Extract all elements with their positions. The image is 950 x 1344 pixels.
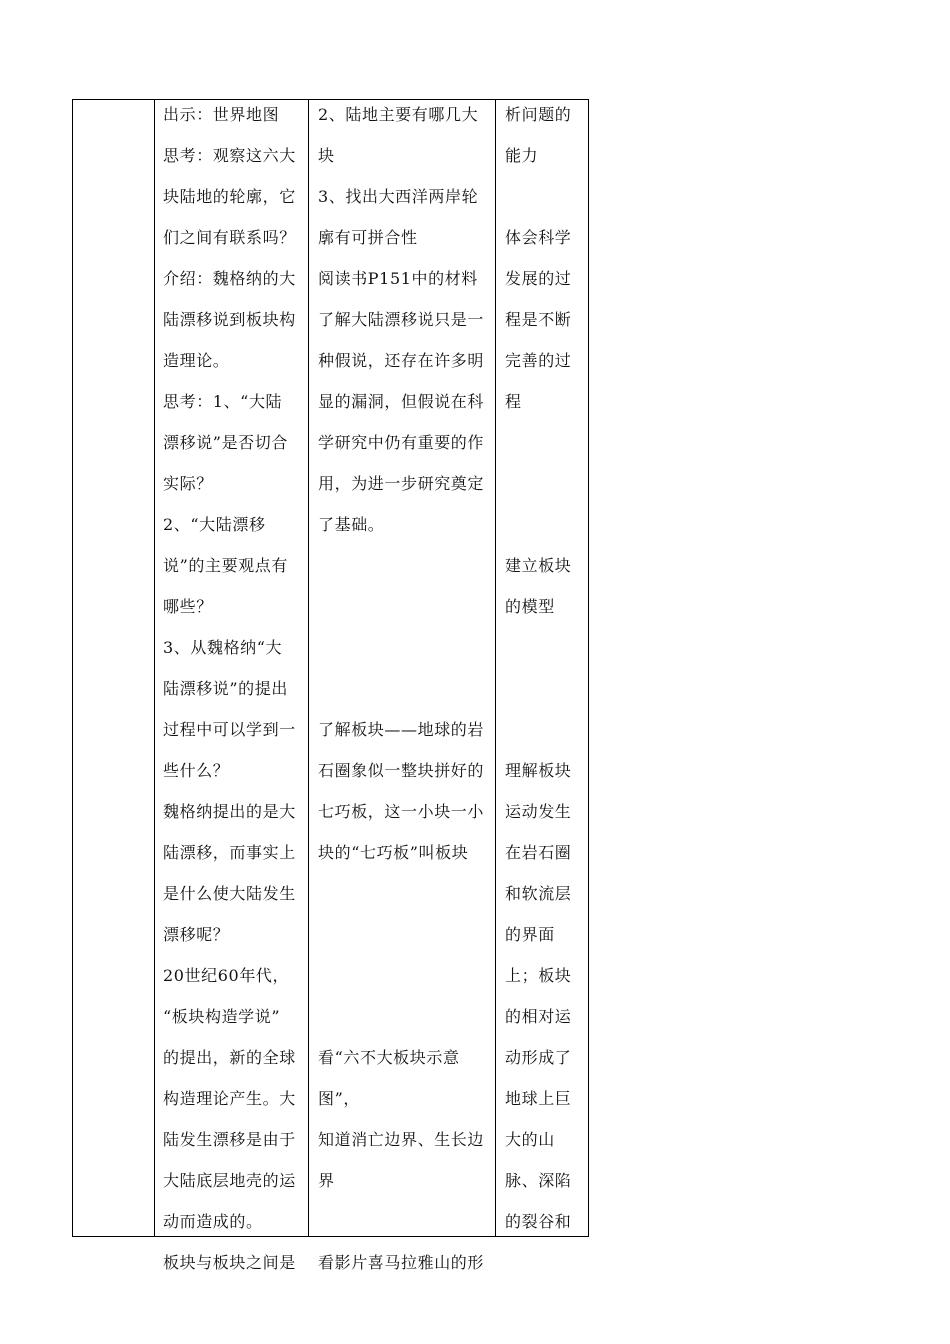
design-intent-column [505, 94, 589, 1242]
text-line: 陆发生漂移是由于 [163, 1130, 296, 1149]
text-line: 理解板块 [505, 761, 572, 780]
text-line: 廓有可拼合性 [318, 228, 418, 247]
text-line: 上；板块 [505, 966, 572, 985]
text-line: 的裂谷和 [505, 1212, 572, 1231]
text-line: 析问题的 [505, 105, 572, 124]
column-divider [154, 100, 155, 1236]
text-line: 实际？ [163, 474, 213, 493]
blank-line [318, 545, 493, 586]
lesson-plan-table [72, 99, 589, 1272]
text-line: 大的山 [505, 1130, 555, 1149]
text-line: 思考：1、“大陆 [163, 392, 283, 411]
text-line: “板块构造学说” [163, 1007, 281, 1026]
text-line: 块陆地的轮廓，它 [163, 187, 296, 206]
text-line: 了解板块——地球的岩 [318, 720, 485, 739]
text-line: 大陆底层地壳的运 [163, 1171, 296, 1190]
text-line: 了基础。 [318, 515, 385, 534]
text-line: 和软流层 [505, 884, 572, 903]
text-line: 陆漂移说到板块构 [163, 310, 296, 329]
blank-line [505, 422, 589, 463]
text-line: 脉、深陷 [505, 1171, 572, 1190]
text-line: 是什么使大陆发生 [163, 884, 296, 903]
text-line: 介绍：魏格纳的大 [163, 269, 296, 288]
text-line: 构造理论产生。大 [163, 1089, 296, 1108]
text-line: 些什么？ [163, 761, 230, 780]
text-line: 说”的主要观点有 [163, 556, 288, 575]
text-line: 陆漂移，而事实上 [163, 843, 296, 862]
text-line: 3、从魏格纳“大 [163, 638, 283, 657]
text-line: 板块与板块之间是 [163, 1253, 296, 1272]
text-line: 看“六不大板块示意 [318, 1048, 460, 1067]
text-line: 种假说，还存在许多明 [318, 351, 485, 370]
blank-line [318, 1201, 493, 1242]
text-line: 出示：世界地图 [163, 105, 280, 124]
blank-line [505, 463, 589, 504]
text-line: 界 [318, 1171, 335, 1190]
text-line: 2、“大陆漂移 [163, 515, 266, 534]
blank-line [318, 668, 493, 709]
blank-line [505, 668, 589, 709]
text-line: 块的“七巧板”叫板块 [318, 843, 469, 862]
text-line: 运动发生 [505, 802, 572, 821]
text-line: 了解大陆漂移说只是一 [318, 310, 485, 329]
text-line: 陆漂移说”的提出 [163, 679, 288, 698]
text-line: 在岩石圈 [505, 843, 572, 862]
text-line: 过程中可以学到一 [163, 720, 296, 739]
text-line: 的界面 [505, 925, 555, 944]
text-line: 动而造成的。 [163, 1212, 263, 1231]
text-line: 学研究中仍有重要的作 [318, 433, 485, 452]
blank-line [505, 504, 589, 545]
text-line: 3、找出大西洋两岸轮 [318, 187, 479, 206]
text-line: 石圈象似一整块拼好的 [318, 761, 485, 780]
text-line: 的相对运 [505, 1007, 572, 1026]
text-line: 地球上巨 [505, 1089, 572, 1108]
text-line: 的模型 [505, 597, 555, 616]
text-line: 漂移呢？ [163, 925, 230, 944]
text-line: 建立板块 [505, 556, 572, 575]
column-divider [308, 100, 309, 1236]
text-line: 阅读书P151中的材料 [318, 269, 478, 288]
text-line: 体会科学 [505, 228, 572, 247]
column-divider [495, 100, 496, 1236]
blank-line [318, 627, 493, 668]
text-line: 们之间有联系吗？ [163, 228, 296, 247]
text-line: 看影片喜马拉雅山的形 [318, 1253, 485, 1272]
text-line: 魏格纳提出的是大 [163, 802, 296, 821]
blank-line [505, 709, 589, 750]
text-line: 块 [318, 146, 335, 165]
text-line: 完善的过 [505, 351, 572, 370]
text-line: 知道消亡边界、生长边 [318, 1130, 485, 1149]
text-line: 程是不断 [505, 310, 572, 329]
text-line: 图”， [318, 1089, 360, 1108]
text-line: 哪些？ [163, 597, 213, 616]
text-line: 造理论。 [163, 351, 230, 370]
text-line: 2、陆地主要有哪几大 [318, 105, 479, 124]
text-line: 20世纪60年代， [163, 966, 290, 985]
teacher-activity-column [163, 94, 305, 1283]
blank-line [318, 996, 493, 1037]
blank-line [318, 873, 493, 914]
text-line: 思考：观察这六大 [163, 146, 296, 165]
blank-line [318, 586, 493, 627]
text-line: 程 [505, 392, 522, 411]
blank-line [318, 914, 493, 955]
text-line: 动形成了 [505, 1048, 572, 1067]
text-line: 能力 [505, 146, 539, 165]
text-line: 的提出，新的全球 [163, 1048, 296, 1067]
text-line: 发展的过 [505, 269, 572, 288]
text-line: 显的漏洞，但假说在科 [318, 392, 485, 411]
text-line: 用，为进一步研究奠定 [318, 474, 485, 493]
blank-line [505, 627, 589, 668]
blank-line [505, 176, 589, 217]
student-activity-column [318, 94, 493, 1283]
text-line: 漂移说”是否切合 [163, 433, 288, 452]
text-line: 七巧板，这一小块一小 [318, 802, 485, 821]
blank-line [318, 955, 493, 996]
